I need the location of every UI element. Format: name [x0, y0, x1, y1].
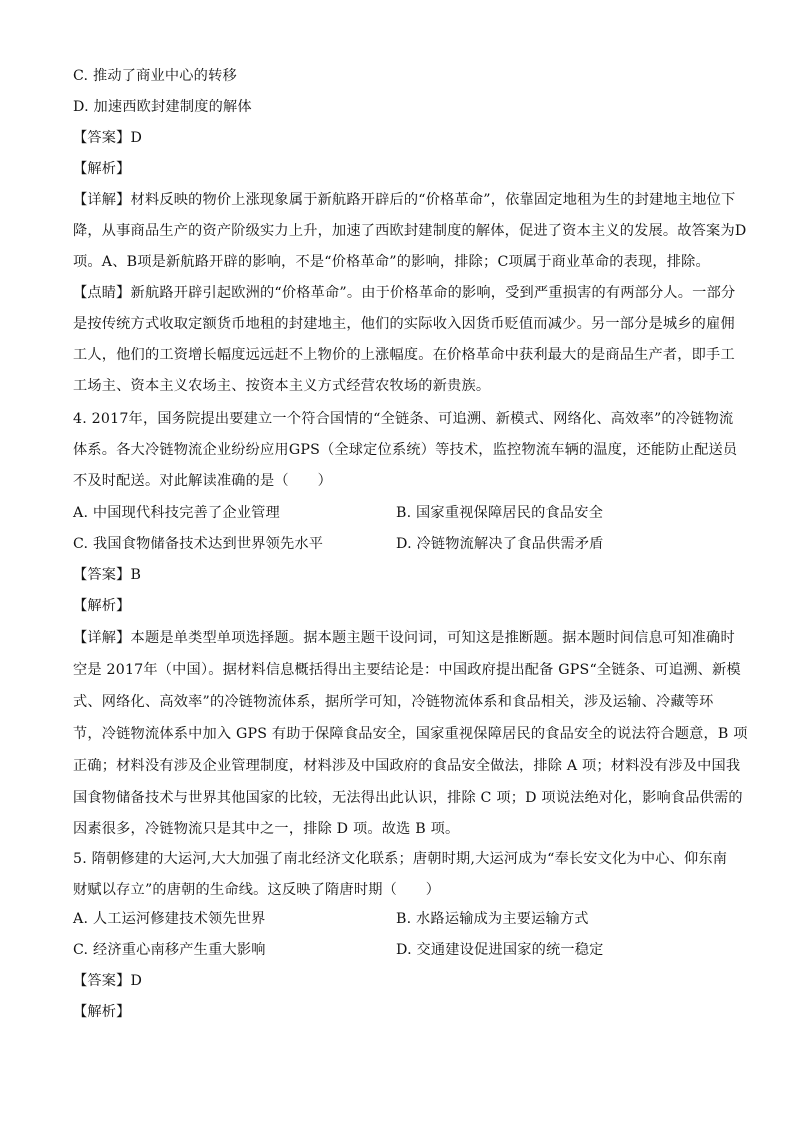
answer-label: 【答案】D [73, 130, 143, 146]
option-d: D. 冷链物流解决了食品供需矛盾 [396, 536, 604, 552]
explanation-line: 空是 2017年（中国）。据材料信息概括得出主要结论是：中国政府提出配备 GPS“全链条、可追溯、新模 [73, 662, 741, 678]
question-4-stem: 4. 2017年，国务院提出要建立一个符合国情的“全链条、可追溯、新模式、网络化、高效率”的冷链物流 [73, 411, 734, 427]
explanation-line: 因素很多，冷链物流只是其中之一，排除 D 项。故选 B 项。 [73, 821, 460, 837]
analysis-label: 【解析】 [73, 598, 131, 614]
highlight-line: 【点睛】新航路开辟引起欧洲的“价格革命”。由于价格革命的影响，受到严重损害的有两部分人。一部分 [73, 285, 736, 301]
explanation-line: 项。A、B项是新航路开辟的影响，不是“价格革命”的影响，排除；C项属于商业革命的表现，排除。 [73, 254, 710, 270]
question-5-stem: 财赋以存立”的唐朝的生命线。这反映了隋唐时期（ ） [73, 882, 441, 898]
highlight-line: 工场主、资本主义农场主、按资本主义方式经营农牧场的新贵族。 [73, 378, 491, 394]
option-c: C. 我国食物储备技术达到世界领先水平 [73, 536, 324, 552]
explanation-line: 正确；材料没有涉及企业管理制度，材料涉及中国政府的食品安全做法，排除 A 项；材料没有涉及中国我 [73, 758, 741, 774]
highlight-line: 是按传统方式收取定额货币地租的封建地主，他们的实际收入因货币贬值而减少。另一部分是城乡的雇佣 [73, 316, 735, 332]
explanation-line: 【详解】材料反映的物价上涨现象属于新航路开辟后的“价格革命”，依靠固定地租为生的封建地主地位下 [73, 192, 736, 208]
question-5-stem: 5. 隋朝修建的大运河,大大加强了南北经济文化联系；唐朝时期,大运河成为“奉长安文化为中心、仰东南 [73, 851, 728, 867]
highlight-line: 工人，他们的工资增长幅度远远赶不上物价的上涨幅度。在价格革命中获利最大的是商品生产者，即手工 [73, 347, 735, 363]
option-a: A. 中国现代科技完善了企业管理 [73, 505, 280, 521]
explanation-line: 节，冷链物流体系中加入 GPS 有助于保障食品安全，国家重视保障居民的食品安全的说法符合题意，B 项 [73, 726, 748, 742]
explanation-line: 降，从事商品生产的资产阶级实力上升，加速了西欧封建制度的解体，促进了资本主义的发展。故答案为D [73, 223, 747, 239]
option-d: D. 交通建设促进国家的统一稳定 [396, 942, 604, 958]
option-b: B. 国家重视保障居民的食品安全 [396, 505, 604, 521]
option-c: C. 经济重心南移产生重大影响 [73, 942, 266, 958]
option-c: C. 推动了商业中心的转移 [73, 68, 237, 84]
option-d: D. 加速西欧封建制度的解体 [73, 99, 252, 115]
question-4-stem: 不及时配送。对此解读准确的是（ ） [73, 473, 332, 489]
answer-label: 【答案】D [73, 973, 143, 989]
explanation-line: 【详解】本题是单类型单项选择题。据本题主题干设问词，可知这是推断题。据本题时间信息可知准确时 [73, 630, 735, 646]
option-a: A. 人工运河修建技术领先世界 [73, 911, 266, 927]
analysis-label: 【解析】 [73, 1004, 131, 1020]
question-4-stem: 体系。各大冷链物流企业纷纷应用GPS（全球定位系统）等技术，监控物流车辆的温度，还能防止配送员 [73, 442, 738, 458]
analysis-label: 【解析】 [73, 161, 131, 177]
explanation-line: 国食物储备技术与世界其他国家的比较，无法得出此认识，排除 C 项；D 项说法绝对化，影响食品供需的 [73, 790, 743, 806]
option-b: B. 水路运输成为主要运输方式 [396, 911, 589, 927]
explanation-line: 式、网络化、高效率”的冷链物流体系，据所学可知，冷链物流体系和食品相关，涉及运输、冷藏等环 [73, 694, 714, 710]
answer-label: 【答案】B [73, 567, 142, 583]
